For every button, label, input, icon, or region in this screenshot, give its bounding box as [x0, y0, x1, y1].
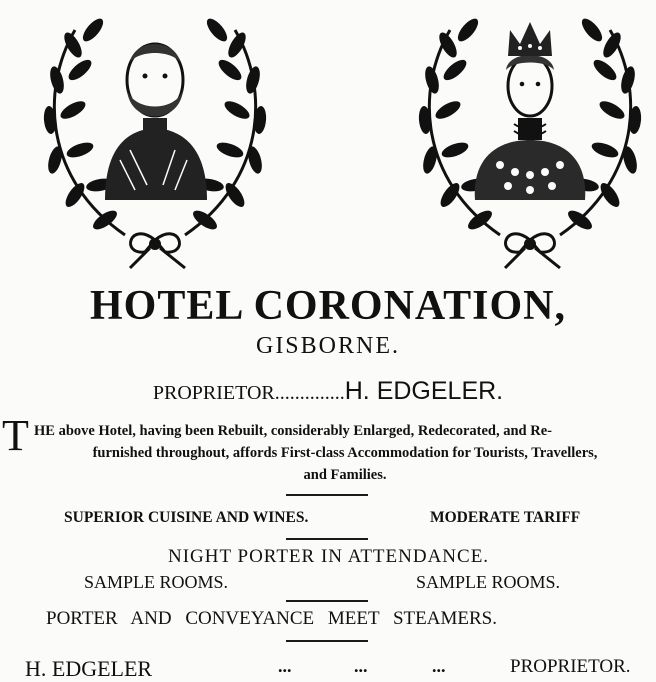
king-wreath-portrait-icon: [35, 0, 275, 270]
divider-rule: [286, 600, 368, 602]
proprietor-label: PROPRIETOR..............: [152, 382, 345, 404]
divider-rule: [286, 640, 368, 642]
hotel-title: HOTEL CORONATION,: [90, 283, 566, 329]
divider-rule: [286, 494, 368, 496]
footer-title: PROPRIETOR.: [510, 656, 631, 677]
description-line-2: furnished throughout, affords First-class Accommodation for Tourists, Travellers,: [92, 445, 598, 461]
proprietor-line: [0, 377, 656, 406]
footer-dots-2: ...: [354, 656, 368, 676]
feature-cuisine: SUPERIOR CUISINE AND WINES.: [64, 509, 309, 526]
description-line-1: HE above Hotel, having been Rebuilt, considerably Enlarged, Redecorated, and Re-: [34, 423, 552, 439]
description-paragraph: [34, 420, 656, 486]
proprietor-name: H. EDGELER.: [344, 377, 504, 405]
drop-cap: T: [2, 411, 29, 460]
divider-rule: [286, 538, 368, 540]
hotel-town: GISBORNE.: [255, 333, 400, 359]
queen-wreath-portrait-icon: [410, 0, 650, 270]
feature-conveyance: PORTER AND CONVEYANCE MEET STEAMERS.: [46, 608, 497, 629]
feature-tariff: MODERATE TARIFF: [430, 509, 581, 526]
feature-night-porter: NIGHT PORTER IN ATTENDANCE.: [168, 546, 490, 567]
feature-sample-rooms-left: SAMPLE ROOMS.: [84, 572, 229, 592]
feature-sample-rooms-right: SAMPLE ROOMS.: [416, 572, 561, 592]
description-line-3: and Families.: [303, 467, 387, 483]
footer-dots-1: ...: [278, 656, 292, 676]
footer-dots-3: ...: [432, 656, 446, 676]
footer-name: H. EDGELER: [25, 656, 153, 681]
